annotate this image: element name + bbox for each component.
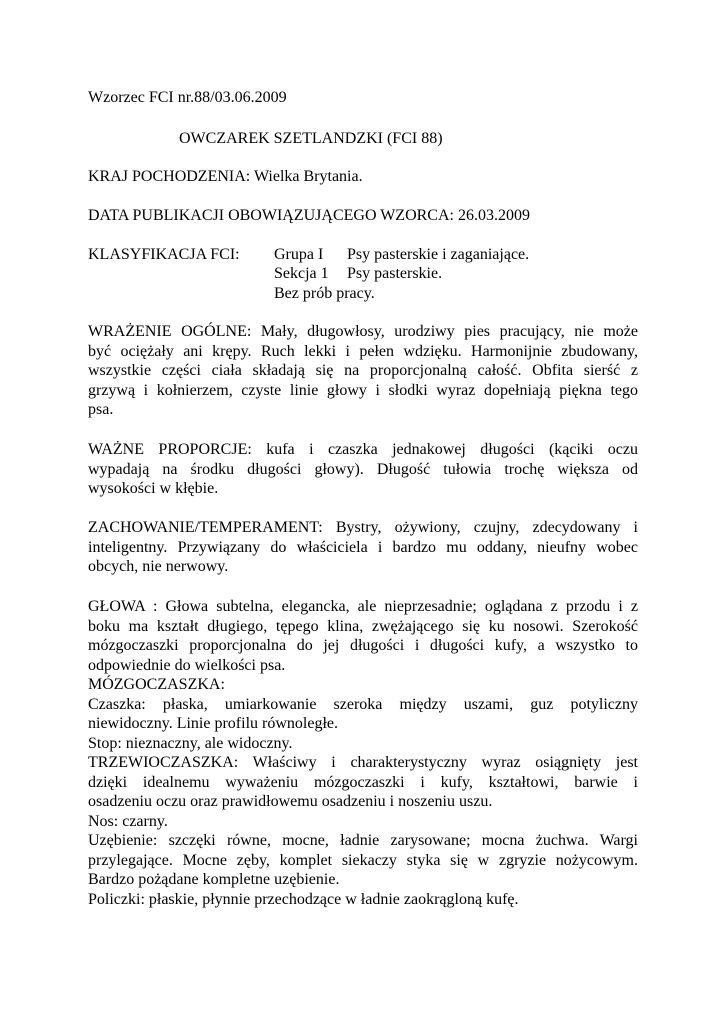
paragraph-line: psa.	[88, 401, 114, 418]
paragraph-line: wysokości w kłębie.	[88, 480, 219, 497]
head-section	[88, 597, 638, 909]
paragraph-line: TRZEWIOCZASZKA: Właściwy i charakterystyczny wyraz osiągnięty jest	[88, 754, 638, 771]
paragraph-line: niewidoczny. Linie profilu równoległe.	[88, 715, 338, 732]
paragraph-line: przylegające. Mocne zęby, komplet siekaczy styka się w zgryzie nożycowym.	[88, 851, 638, 869]
paragraph-line: WRAŻENIE OGÓLNE: Mały, długowłosy, urodziwy pies pracujący, nie może	[88, 323, 638, 340]
classification-group-name: Psy pasterskie i zaganiające.	[347, 246, 530, 263]
general-appearance-paragraph	[88, 322, 638, 420]
paragraph-line: ZACHOWANIE/TEMPERAMENT: Bystry, ożywiony, czujny, zdecydowany i	[88, 519, 638, 536]
paragraph-line: wypadają na środku długości głowy). Długość tułowia trochę większa od	[88, 460, 638, 478]
paragraph-line: GŁOWA : Głowa subtelna, elegancka, ale nieprzesadnie; oglądana z przodu i z	[88, 598, 638, 615]
paragraph-line: WAŻNE PROPORCJE: kufa i czaszka jednakowej długości (kąciki oczu	[88, 441, 638, 458]
paragraph-line: Bardzo pożądane kompletne uzębienie.	[88, 871, 340, 888]
paragraph-line: obcych, nie nerwowy.	[88, 558, 229, 575]
paragraph-line: boku ma kształt długiego, tępego klina, zwężającego się ku nosowi. Szerokość	[88, 617, 638, 635]
paragraph-line: być ociężały ani krępy. Ruch lekki i pełen wdzięku. Harmonijnie zbudowany,	[88, 342, 638, 360]
document-header: Wzorzec FCI nr.88/03.06.2009	[88, 89, 287, 106]
classification-section-name: Psy pasterskie.	[347, 265, 443, 282]
origin-line: KRAJ POCHODZENIA: Wielka Brytania.	[88, 168, 363, 185]
classification-group-id: Grupa I	[274, 246, 324, 263]
classification-section-id: Sekcja 1	[274, 265, 329, 282]
cheeks-line: Policzki: płaskie, płynnie przechodzące w ładnie zaokrągloną kufę.	[88, 890, 519, 908]
publication-date-line: DATA PUBLIKACJI OBOWIĄZUJĄCEGO WZORCA: 26.03.2009	[88, 207, 530, 224]
paragraph-line: grzywą i kołnierzem, czyste linie głowy i słodki wyraz dopełniają piękna tego	[88, 381, 638, 399]
temperament-paragraph	[88, 518, 638, 577]
paragraph-line: wszystkie części ciała składają się na proporcjonalną całość. Obfita sierść z	[88, 362, 638, 379]
paragraph-line: odpowiednie do wielkości psa.	[88, 656, 286, 674]
paragraph-line: Uzębienie: szczęki równe, mocne, ładnie zarysowane; mocna żuchwa. Wargi	[88, 832, 638, 849]
paragraph-line: Czaszka: płaska, umiarkowanie szeroka między uszami, guz potyliczny	[88, 695, 638, 713]
proportions-paragraph	[88, 440, 638, 499]
paragraph-line: osadzeniu oczu oraz prawidłowemu osadzeniu i noszeniu uszu.	[88, 793, 493, 810]
stop-line: Stop: nieznaczny, ale widoczny.	[88, 734, 293, 752]
document-title: OWCZAREK SZETLANDZKI (FCI 88)	[179, 130, 443, 147]
paragraph-line: mózgoczaszki proporcjonalna do jej długości i długości kufy, a wszystko to	[88, 637, 638, 654]
classification-work-trial: Bez prób pracy.	[274, 285, 375, 302]
paragraph-line: dzięki idealnemu wyważeniu mózgoczaszki i kufy, kształtowi, barwie i	[88, 773, 638, 791]
nose-line: Nos: czarny.	[88, 812, 168, 830]
paragraph-line: inteligentny. Przywiązany do właściciela i bardzo mu oddany, nieufny wobec	[88, 538, 638, 556]
cranial-region-heading: MÓZGOCZASZKA:	[88, 676, 225, 693]
classification-label: KLASYFIKACJA FCI:	[88, 246, 240, 263]
